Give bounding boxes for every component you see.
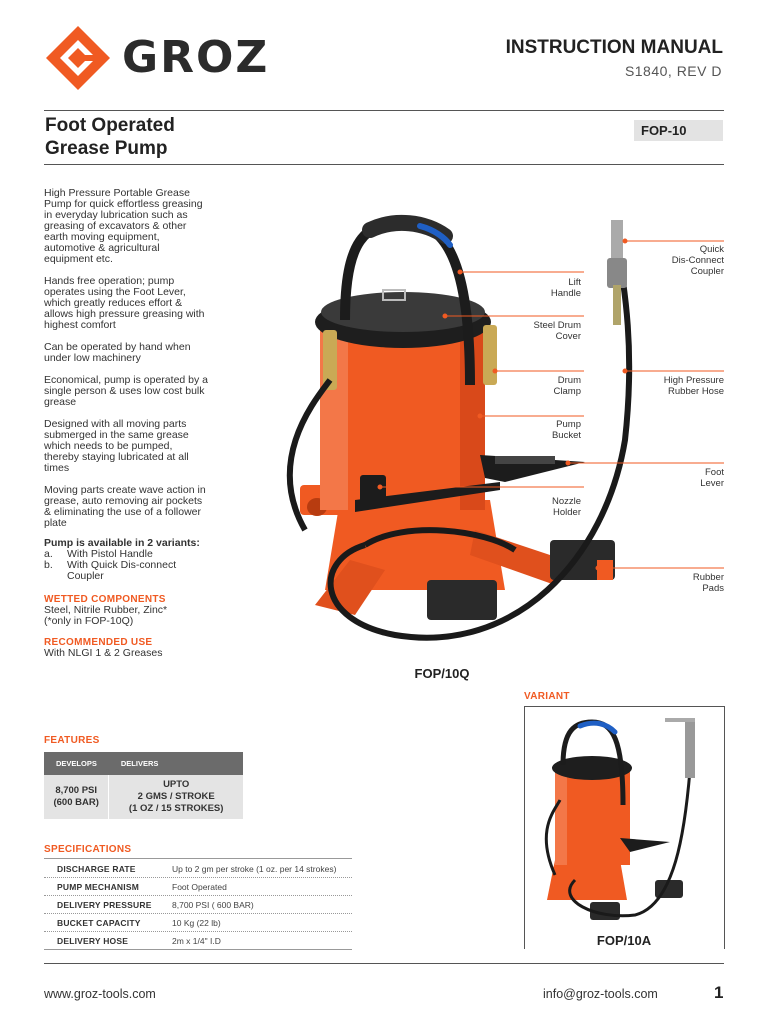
- spec-key: BUCKET CAPACITY: [57, 918, 141, 928]
- manual-revision: S1840, REV D: [624, 63, 722, 79]
- spec-row: [44, 877, 352, 896]
- product-title-line2: Grease Pump: [45, 138, 168, 159]
- features-table: [44, 752, 243, 819]
- spec-row: [44, 895, 352, 914]
- variants-list: [44, 538, 214, 582]
- variant-marker: a.: [44, 548, 53, 560]
- wetted-text: [44, 605, 167, 627]
- spec-value: 8,700 PSI ( 600 BAR): [172, 900, 254, 910]
- wetted-line2: (*only in FOP-10Q): [44, 615, 134, 627]
- page-number: 1: [714, 983, 724, 1002]
- variant-heading: VARIANT: [524, 691, 570, 702]
- spec-key: DISCHARGE RATE: [57, 864, 136, 874]
- variant-item: [44, 560, 214, 582]
- callout-pump-bucket: Pump Bucket: [551, 419, 581, 441]
- variant-marker: b.: [44, 559, 53, 571]
- variant-text: With Pistol Handle: [67, 548, 153, 560]
- description-paragraph: Designed with all moving parts submerged in the same grease which needs to be pumped, thereby staying lubricated at all times: [44, 418, 189, 474]
- model-badge: FOP-10: [634, 120, 723, 141]
- description-paragraph: Hands free operation; pump operates using the Foot Lever, which greatly reduces effort & allows high pressure greasing with highest comfort: [44, 275, 205, 331]
- spec-value: Up to 2 gm per stroke (1 oz. per 14 strokes): [172, 864, 337, 874]
- features-develops-cell: 8,700 PSI (600 BAR): [44, 775, 109, 819]
- description-paragraph: Moving parts create wave action in grease, auto removing air pockets & eliminating the use of a follower plate: [44, 484, 206, 529]
- features-delivers-cell: UPTO 2 GMS / STROKE (1 OZ / 15 STROKES): [109, 775, 243, 819]
- spec-key: DELIVERY PRESSURE: [57, 900, 152, 910]
- main-caption: FOP/10Q: [414, 666, 470, 681]
- recommended-heading: RECOMMENDED USE: [44, 637, 153, 648]
- callout-nozzle-holder: Nozzle Holder: [551, 496, 581, 518]
- spec-value: Foot Operated: [172, 882, 227, 892]
- description: [44, 188, 209, 540]
- spec-value: 2m x 1/4" I.D: [172, 936, 221, 946]
- callout-drum-clamp: Drum Clamp: [553, 375, 581, 397]
- description-paragraph: Can be operated by hand when under low machinery: [44, 341, 191, 364]
- product-title: [45, 114, 175, 160]
- callout-lift-handle: Lift Handle: [550, 277, 581, 299]
- spec-key: PUMP MECHANISM: [57, 882, 139, 892]
- callout-coupler: Quick Dis-Connect Coupler: [671, 244, 724, 277]
- nozzle-holder: [360, 475, 386, 505]
- features-heading: FEATURES: [44, 735, 100, 746]
- callout-drum-cover: Steel Drum Cover: [533, 320, 581, 342]
- groz-logo-icon: [44, 24, 112, 92]
- wetted-line1: Steel, Nitrile Rubber, Zinc*: [44, 604, 168, 616]
- callout-foot-lever: Foot Lever: [700, 467, 724, 489]
- callout-rubber-pads: Rubber Pads: [692, 572, 724, 594]
- spec-value: 10 Kg (22 lb): [172, 918, 221, 928]
- footer-divider: [44, 963, 724, 964]
- quick-coupler: [611, 220, 623, 260]
- description-paragraph: Economical, pump is operated by a single person & uses low cost bulk grease: [44, 374, 209, 408]
- website-link[interactable]: www.groz-tools.com: [44, 987, 156, 1001]
- variant-illustration: [535, 710, 715, 925]
- manual-title: INSTRUCTION MANUAL: [505, 37, 723, 58]
- header-divider: [44, 110, 724, 111]
- recommended-text: With NLGI 1 & 2 Greases: [44, 647, 163, 659]
- spec-key: DELIVERY HOSE: [57, 936, 129, 946]
- spec-row: [44, 931, 352, 950]
- variant-text: With Quick Dis-connect Coupler: [67, 559, 177, 582]
- variants-heading: Pump is available in 2 variants:: [44, 537, 200, 549]
- title-divider: [44, 164, 724, 165]
- rubber-pad: [427, 580, 497, 620]
- variant-caption: FOP/10A: [596, 933, 652, 948]
- email-link[interactable]: info@groz-tools.com: [543, 987, 658, 1001]
- description-paragraph: High Pressure Portable Grease Pump for quick effortless greasing in everyday lubrication such as greasing of excavators & other earth moving equipment, automotive & agricultural equipment etc.: [44, 187, 203, 265]
- product-title-line1: Foot Operated: [45, 115, 175, 136]
- spec-row: [44, 913, 352, 932]
- spec-row: [44, 859, 352, 878]
- features-col-develops: DEVELOPS: [44, 752, 109, 775]
- brand-name: GROZ: [122, 32, 270, 83]
- brand-logo: [44, 24, 294, 92]
- specifications-heading: SPECIFICATIONS: [44, 844, 132, 855]
- features-col-delivers: DELIVERS: [109, 752, 243, 775]
- callout-hose: High Pressure Rubber Hose: [663, 375, 724, 397]
- wetted-heading: WETTED COMPONENTS: [44, 594, 166, 605]
